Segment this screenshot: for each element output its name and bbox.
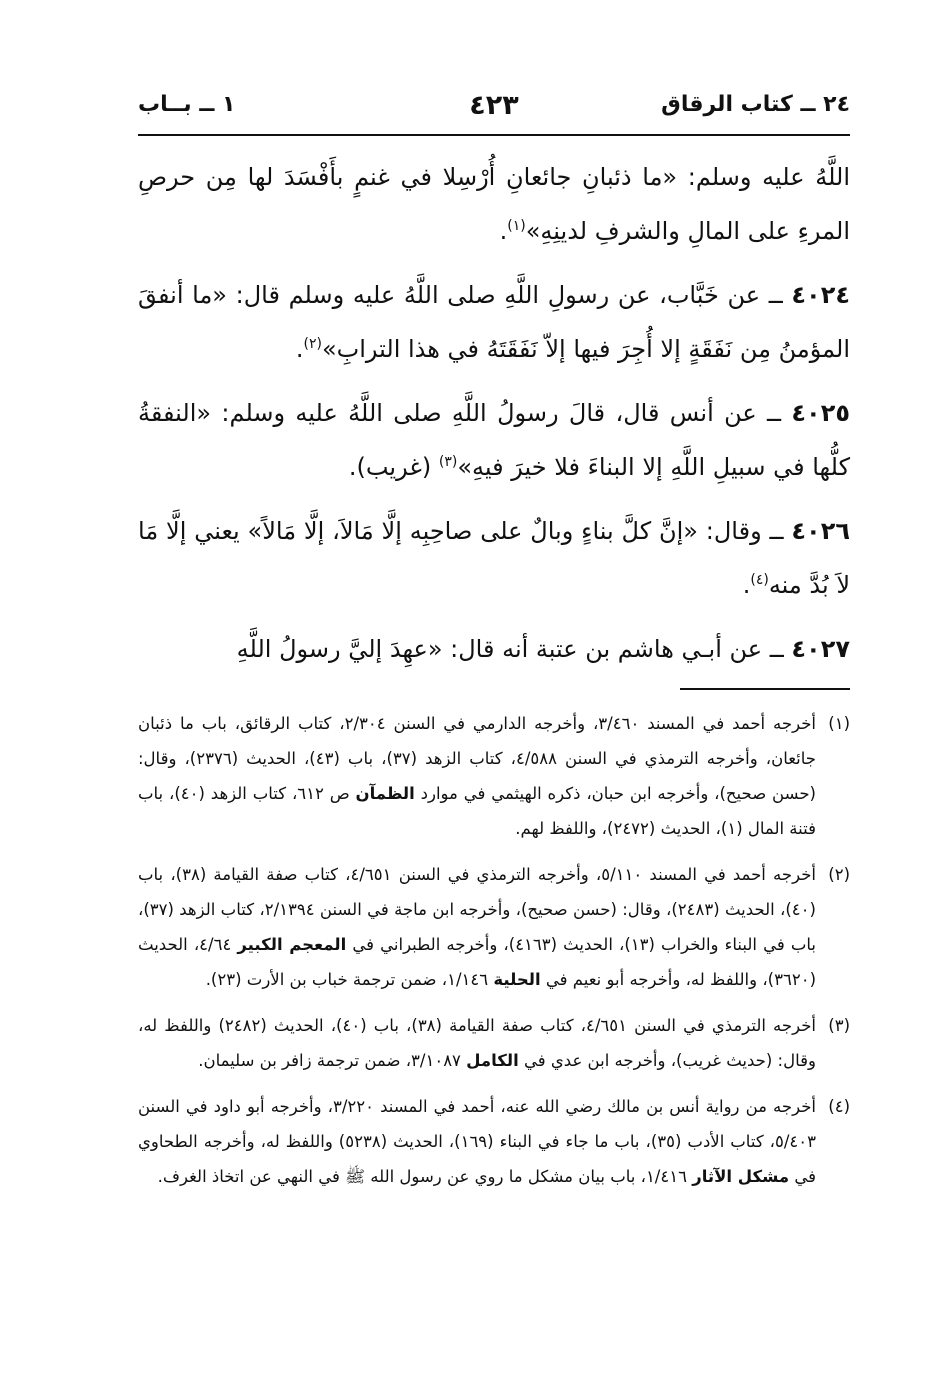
footnote-text: ٣/١٠٨٧، ضمن ترجمة زافر بن سليمان. [198,1051,467,1070]
footnote-source-title: مشكل الآثار [692,1167,790,1186]
hadith-number: ٤٠٢٥ [791,399,850,427]
running-header [138,88,850,136]
hadith-text: اللَّهُ عليه وسلم: «ما ذئبانِ جائعانِ أُرْسِلا في غنمٍ بأَفْسَدَ لها مِن حرصِ المرءِ على المالِ والشرفِ لدينِهِ» [138,163,850,245]
hadith-number: ٤٠٢٦ [791,517,850,545]
hadith-end: (غريب). [348,453,439,481]
footnote-source-title: الكامل [466,1051,519,1070]
chapter-title: ١ ــ بــاب [138,92,236,117]
footnote-source-title: المعجم الكبير [237,935,347,954]
footnote-1 [138,706,850,846]
hadith-number: ٤٠٢٤ [791,281,850,309]
footnote-text: أخرجه الترمذي في السنن ٤/٦٥١، كتاب صفة القيامة (٣٨)، باب (٤٠)، الحديث (٢٤٨٢) واللفظ له، وقال: (حديث غريب)، وأخرجه ابن عدي في [138,1016,816,1070]
hadith-end: . [295,335,304,363]
book-title: ٢٤ ــ كتاب الرقاق [661,92,850,117]
footnotes [138,706,850,1205]
footnote-ref-1[interactable]: (١) [507,218,526,234]
hadith-text: ــ وقال: «إنَّ كلَّ بناءٍ وبالٌ على صاحِبِه إلَّا مَالاَ، إلَّا مَالاً» يعني إلَّا مَا لاَ بُدَّ منه [138,517,850,599]
footnote-number: (٢) [828,865,850,884]
footnote-divider [680,688,850,690]
hadith-4027 [138,622,850,676]
footnote-number: (٤) [828,1097,850,1116]
hadith-4025 [138,386,850,494]
footnote-text: ١/١٤٦، ضمن ترجمة خباب بن الأرت (٢٣). [205,970,494,989]
footnote-3 [138,1008,850,1078]
footnote-text: أخرجه من رواية أنس بن مالك رضي الله عنه، أحمد في المسند ٣/٢٢٠، وأخرجه أبو داود في السنن ٥/٤٠٣، كتاب الأدب (٣٥)، باب ما جاء في البناء (١٦٩)، الحديث (٥٢٣٨) واللفظ له، وأخرجه الطحاوي في [138,1097,816,1186]
hadith-text: ــ عن خَبَّاب، عن رسولِ اللَّهِ صلى اللَّهُ عليه وسلم قال: «ما أنفقَ المؤمنُ مِن نَفَقَةٍ إلا أُجِرَ فيها إلاّ نَفَقَتَهُ في هذا الترابِ» [138,281,850,363]
footnote-source-title: الظمآن [355,784,415,803]
hadith-text: ــ عن أبـي هاشم بن عتبة أنه قال: «عهِدَ إليَّ رسولُ اللَّهِ [236,635,792,663]
footnote-2 [138,857,850,997]
hadith-4026 [138,504,850,612]
hadith-text: ــ عن أنس قال، قالَ رسولُ اللَّهِ صلى اللَّهُ عليه وسلم: «النفقةُ كلُّها في سبيلِ اللَّهِ إلا البناءَ فلا خيرَ فيهِ» [138,399,850,481]
footnote-text: أخرجه أحمد في المسند ٥/١١٠، وأخرجه الترمذي في السنن ٤/٦٥١، كتاب صفة القيامة (٣٨)، باب (٤٠)، الحديث (٢٤٨٣)، وقال: (حسن صحيح)، وأخرجه ابن ماجة في السنن ٢/١٣٩٤، كتاب الزهد (٣٧)، باب في البناء والخراب (١٣)، الحديث (٤١٦٣)، وأخرجه الطبراني في [138,865,816,954]
footnote-ref-4[interactable]: (٤) [750,572,769,588]
hadith-continuation [138,150,850,258]
hadith-end: . [499,217,508,245]
footnote-source-title: الحلية [493,970,541,989]
footnote-text: ٤/٦٤، الحديث (٣٦٢٠)، واللفظ له، وأخرجه أبو نعيم في [138,935,816,989]
footnote-number: (٣) [828,1016,850,1035]
footnote-number: (١) [828,714,850,733]
book-page [138,0,850,1391]
footnote-text: أخرجه أحمد في المسند ٣/٤٦٠، وأخرجه الدارمي في السنن ٢/٣٠٤، كتاب الرقائق، باب ما ذئبان جائعان، وأخرجه الترمذي في السنن ٤/٥٨٨، كتاب الزهد (٣٧)، باب (٤٣)، الحديث (٢٣٧٦)، وقال: (حسن صحيح)، وأخرجه ابن حبان، ذكره الهيثمي في موارد [138,714,816,803]
hadith-4024 [138,268,850,376]
footnote-text: ص ٦١٢، كتاب الزهد (٤٠)، باب فتنة المال (١)، الحديث (٢٤٧٢)، واللفظ لهم. [138,784,816,838]
page-number: ٤٢٣ [469,90,519,121]
main-text [138,150,850,686]
footnote-4 [138,1089,850,1194]
footnote-ref-2[interactable]: (٢) [303,336,322,352]
hadith-end: . [742,571,751,599]
hadith-number: ٤٠٢٧ [791,635,850,663]
footnote-text: ١/٤١٦، باب بيان مشكل ما روي عن رسول الله ﷺ في النهي عن اتخاذ الغرف. [157,1167,693,1186]
footnote-ref-3[interactable]: (٣) [438,454,458,470]
